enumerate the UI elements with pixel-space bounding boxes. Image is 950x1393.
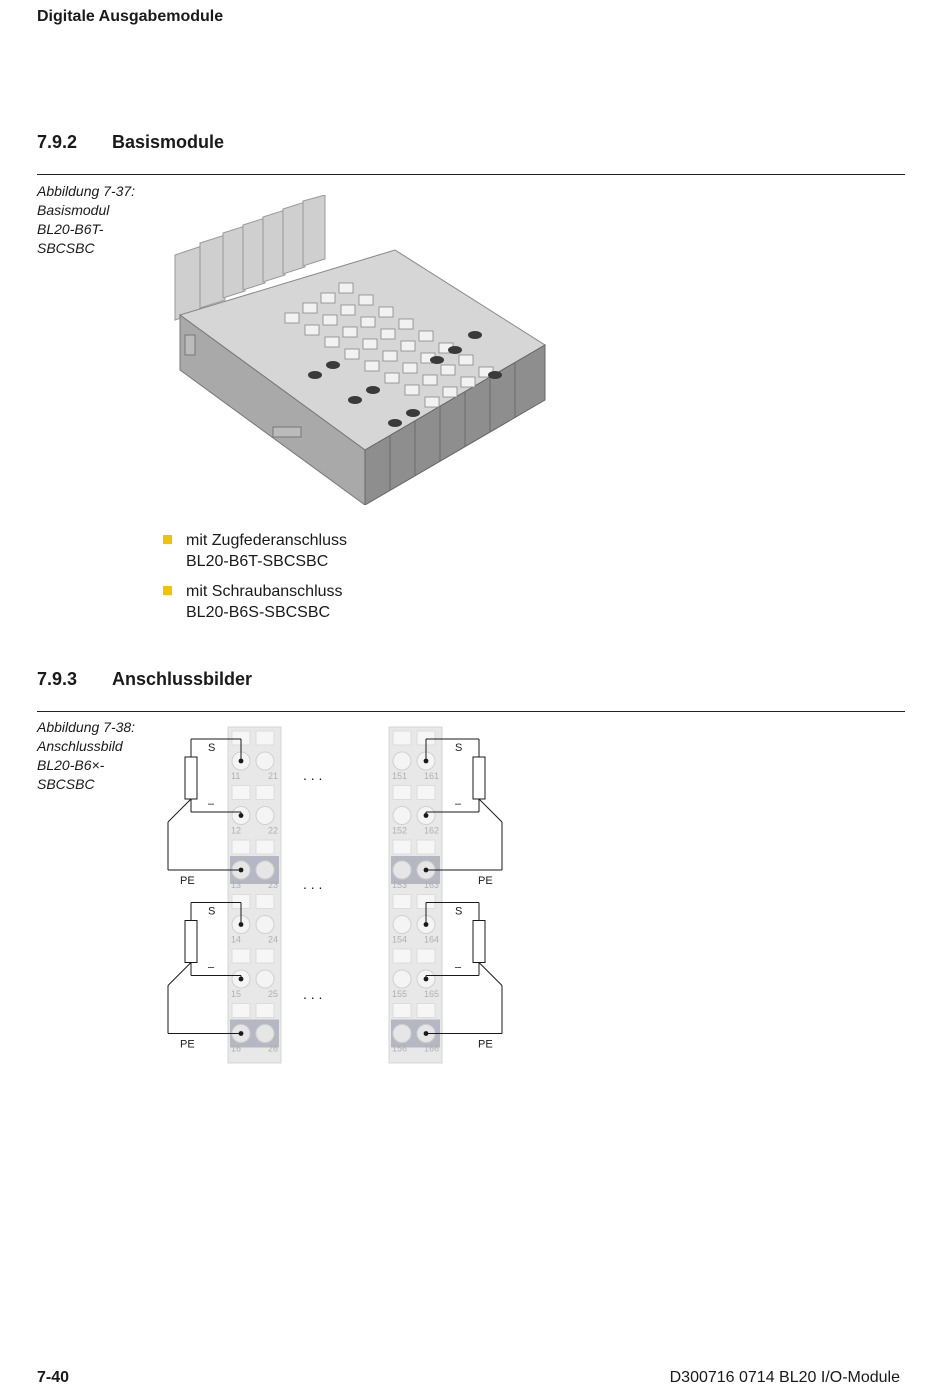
minus-label: – — [208, 798, 215, 810]
terminal-contact — [393, 970, 411, 988]
terminal-contact — [256, 1025, 274, 1043]
terminal-slot — [256, 1004, 274, 1018]
caption-line: Abbildung 7-38: — [37, 719, 136, 735]
terminal-number-label: 152 — [392, 825, 408, 836]
terminal-number-label: 162 — [423, 825, 439, 836]
terminal-slot — [417, 786, 435, 800]
bullet-square-icon — [163, 535, 172, 544]
terminal-slot — [232, 1004, 250, 1018]
caption-line: SBCSBC — [37, 776, 95, 792]
wire — [479, 799, 502, 822]
section-title: Anschlussbilder — [112, 669, 253, 689]
terminal-contact — [393, 807, 411, 825]
minus-label: – — [208, 961, 215, 974]
terminal-number-label: 166 — [423, 1043, 439, 1054]
wiring-diagram — [160, 722, 520, 1067]
terminal-slot — [232, 786, 250, 800]
terminal-slot — [393, 1004, 411, 1018]
terminal-slot — [393, 731, 411, 745]
caption-line: Anschlussbild — [37, 738, 123, 754]
bullet-text: BL20-B6T-SBCSBC — [186, 553, 329, 570]
figure-caption — [37, 182, 157, 258]
terminal-number-label: 12 — [231, 825, 242, 836]
page-number: 7-40 — [37, 1369, 70, 1386]
caption-line: BL20-B6T- — [37, 221, 104, 237]
ellipsis-dots: . . . — [303, 767, 323, 783]
signal-label: S — [455, 742, 463, 754]
terminal-contact — [393, 861, 411, 879]
document-id: D300716 0714 BL20 I/O-Module — [669, 1369, 900, 1386]
wiring-lines — [168, 739, 502, 1036]
minus-label: – — [455, 798, 462, 810]
terminal-contact — [393, 752, 411, 770]
ellipsis-dots: . . . — [303, 986, 323, 1002]
terminal-number-label: 151 — [392, 771, 408, 781]
bullet-text: BL20-B6S-SBCSBC — [186, 604, 331, 621]
terminal-slot — [393, 895, 411, 909]
list-item — [162, 530, 347, 572]
terminal-contact — [393, 916, 411, 934]
wire — [479, 963, 502, 986]
terminal-slot — [393, 786, 411, 800]
pe-label: PE — [180, 1038, 195, 1051]
list-item — [162, 581, 347, 623]
terminal-number-label: 161 — [423, 771, 439, 781]
terminal-number-label: 22 — [267, 825, 278, 836]
terminal-number-label: 15 — [231, 989, 242, 999]
terminal-contact — [256, 970, 274, 988]
bullet-text: mit Schraubanschluss — [186, 583, 343, 600]
pe-label: PE — [180, 875, 195, 887]
wire — [168, 963, 191, 986]
terminal-slot — [256, 786, 274, 800]
terminal-slot — [232, 840, 250, 854]
terminal-number-label: 153 — [392, 880, 408, 890]
terminal-slot — [256, 840, 274, 854]
sensor-resistor — [473, 757, 485, 799]
caption-line: Abbildung 7-37: — [37, 183, 136, 199]
terminal-block-left — [228, 727, 281, 1063]
terminal-slot — [393, 949, 411, 963]
terminal-number-label: 165 — [423, 989, 439, 999]
caption-line: BL20-B6×- — [37, 757, 105, 773]
terminal-number-label: 16 — [231, 1043, 242, 1054]
terminal-block-right — [389, 727, 442, 1063]
ellipsis-dots: . . . — [303, 876, 323, 892]
terminal-slot — [256, 731, 274, 745]
terminal-number-label: 164 — [423, 934, 439, 945]
minus-label: – — [455, 961, 462, 974]
section-rule — [37, 174, 905, 175]
terminal-slot — [417, 1004, 435, 1018]
terminal-number-label: 25 — [267, 989, 278, 999]
terminal-slot — [393, 840, 411, 854]
section-rule — [37, 711, 905, 712]
pe-label: PE — [478, 875, 493, 887]
terminal-number-label: 14 — [231, 934, 242, 945]
signal-label: S — [208, 905, 216, 918]
caption-line: Basismodul — [37, 202, 110, 218]
bullet-square-icon — [163, 586, 172, 595]
sensor-resistor — [185, 757, 197, 799]
base-module-photo — [165, 195, 550, 505]
terminal-number-label: 23 — [267, 880, 278, 890]
terminal-contact — [256, 807, 274, 825]
signal-label: S — [208, 742, 216, 754]
terminal-number-label: 11 — [231, 771, 241, 781]
terminal-contact — [393, 1025, 411, 1043]
diagram-labels — [180, 742, 493, 1051]
caption-line: SBCSBC — [37, 240, 95, 256]
wire — [168, 799, 191, 822]
running-header: Digitale Ausgabemodule — [37, 8, 224, 25]
terminal-number-label: 155 — [392, 989, 408, 999]
terminal-slot — [417, 949, 435, 963]
variant-list — [162, 530, 347, 632]
terminal-slot — [232, 949, 250, 963]
sensor-resistor — [473, 921, 485, 963]
terminal-number-label: 156 — [392, 1043, 408, 1054]
figure-caption — [37, 718, 157, 794]
sensor-resistor — [185, 921, 197, 963]
terminal-number-label: 26 — [267, 1043, 278, 1054]
terminal-contact — [256, 861, 274, 879]
terminal-slot — [417, 840, 435, 854]
section-number: 7.9.3 — [37, 669, 78, 689]
pe-label: PE — [478, 1038, 493, 1051]
terminal-number-label: 163 — [423, 880, 439, 890]
terminal-slot — [256, 949, 274, 963]
section-number: 7.9.2 — [37, 132, 78, 152]
terminal-slot — [256, 895, 274, 909]
terminal-number-label: 154 — [392, 934, 408, 945]
signal-label: S — [455, 905, 463, 918]
bullet-text: mit Zugfederanschluss — [186, 532, 347, 549]
section-title: Basismodule — [112, 132, 225, 152]
terminal-contact — [256, 916, 274, 934]
terminal-number-label: 13 — [231, 880, 242, 890]
terminal-number-label: 24 — [267, 934, 278, 945]
terminal-number-label: 21 — [267, 771, 278, 781]
terminal-contact — [256, 752, 274, 770]
